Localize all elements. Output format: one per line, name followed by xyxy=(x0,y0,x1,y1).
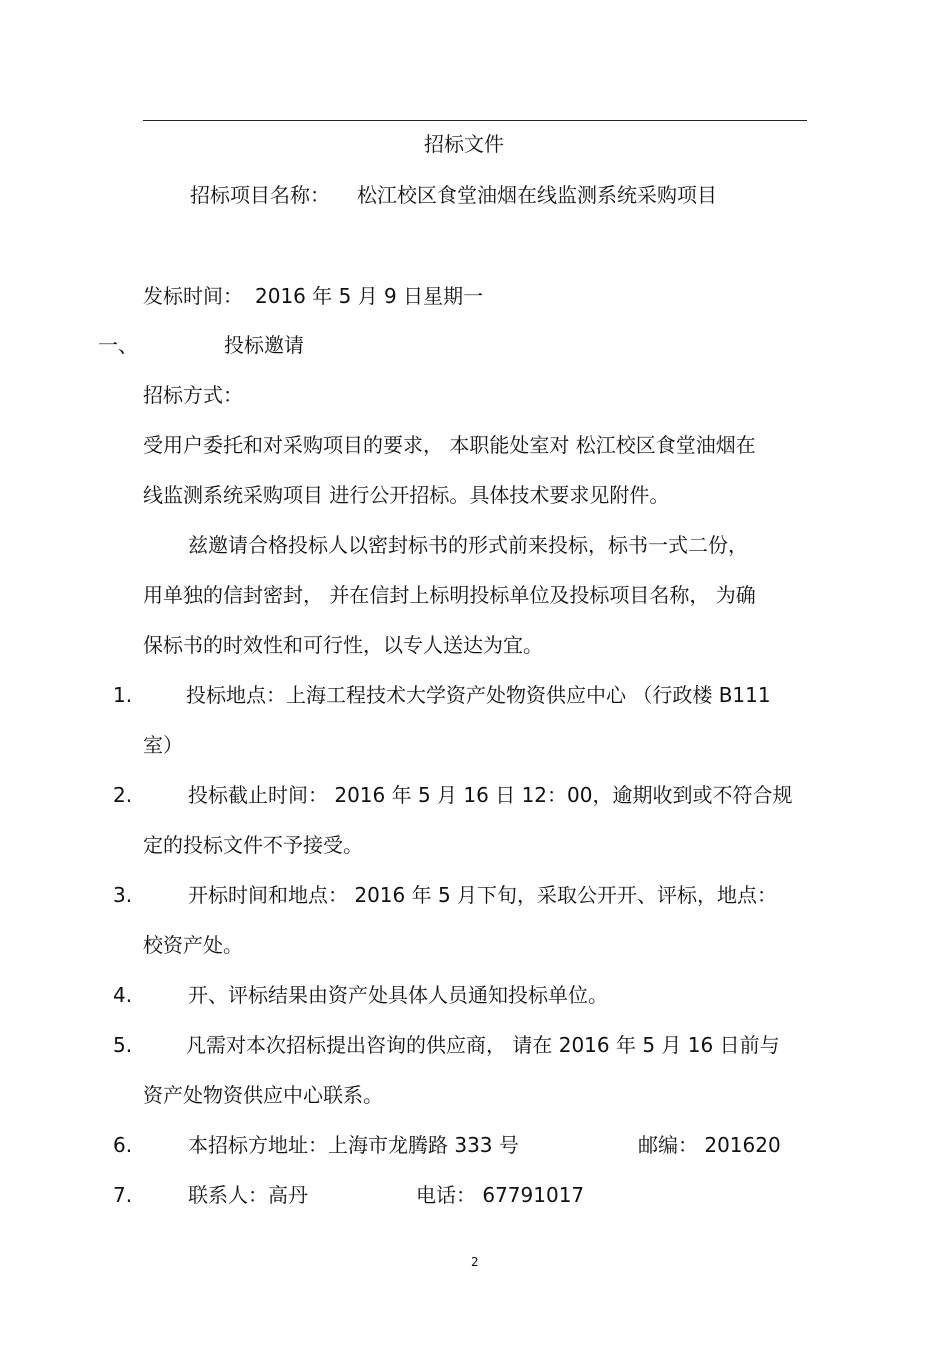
project-name-label: 招标项目名称： xyxy=(190,183,330,207)
issue-date-label: 发标时间： xyxy=(143,284,243,308)
paragraph-line: 兹邀请合格投标人以密封标书的形式前来投标，标书一式二份， xyxy=(188,533,748,557)
issue-date-value: 2016 年 5 月 9 日星期一 xyxy=(255,284,484,308)
document-title: 招标文件 xyxy=(424,132,504,156)
list-item-number: 7. xyxy=(113,1183,133,1207)
paragraph-line: 线监测系统采购项目 进行公开招标。具体技术要求见附件。 xyxy=(143,483,670,507)
list-item-text: 开标时间和地点： 2016 年 5 月下旬，采取公开开、评标，地点： xyxy=(188,883,778,907)
paragraph-line: 用单独的信封密封， 并在信封上标明投标单位及投标项目名称， 为确 xyxy=(143,583,756,607)
paragraph-line: 受用户委托和对采购项目的要求， 本职能处室对 松江校区食堂油烟在 xyxy=(143,433,756,457)
list-item-text-continued: 定的投标文件不予接受。 xyxy=(143,833,363,857)
list-item-number: 6. xyxy=(113,1133,133,1157)
list-item-text-continued: 校资产处。 xyxy=(143,933,243,957)
list-item-text: 投标地点：上海工程技术大学资产处物资供应中心 （行政楼 B111 xyxy=(186,683,771,707)
project-name-value: 松江校区食堂油烟在线监测系统采购项目 xyxy=(357,183,717,207)
section-heading: 投标邀请 xyxy=(224,333,304,357)
paragraph-line: 保标书的时效性和可行性，以专人送达为宜。 xyxy=(143,633,543,657)
list-item-number: 4. xyxy=(113,983,133,1007)
list-item-number: 2. xyxy=(113,783,133,807)
list-item-text: 凡需对本次招标提出咨询的供应商， 请在 2016 年 5 月 16 日前与 xyxy=(186,1033,780,1057)
header-rule xyxy=(143,120,807,121)
list-item-number: 1. xyxy=(113,683,133,707)
section-number: 一、 xyxy=(98,333,138,357)
page-number: 2 xyxy=(471,1255,479,1269)
list-item-text: 联系人：高丹 xyxy=(188,1183,308,1207)
list-item-text: 本招标方地址：上海市龙腾路 333 号 xyxy=(188,1133,519,1157)
list-item-number: 3. xyxy=(113,883,133,907)
bid-method-label: 招标方式： xyxy=(143,383,243,407)
postal-code: 邮编： 201620 xyxy=(638,1133,781,1157)
list-item-text: 开、评标结果由资产处具体人员通知投标单位。 xyxy=(188,983,608,1007)
phone-number: 电话： 67791017 xyxy=(416,1183,585,1207)
list-item-number: 5. xyxy=(113,1033,133,1057)
list-item-text: 投标截止时间： 2016 年 5 月 16 日 12：00，逾期收到或不符合规 xyxy=(188,783,793,807)
list-item-text-continued: 资产处物资供应中心联系。 xyxy=(143,1083,383,1107)
list-item-text-continued: 室） xyxy=(143,733,183,757)
